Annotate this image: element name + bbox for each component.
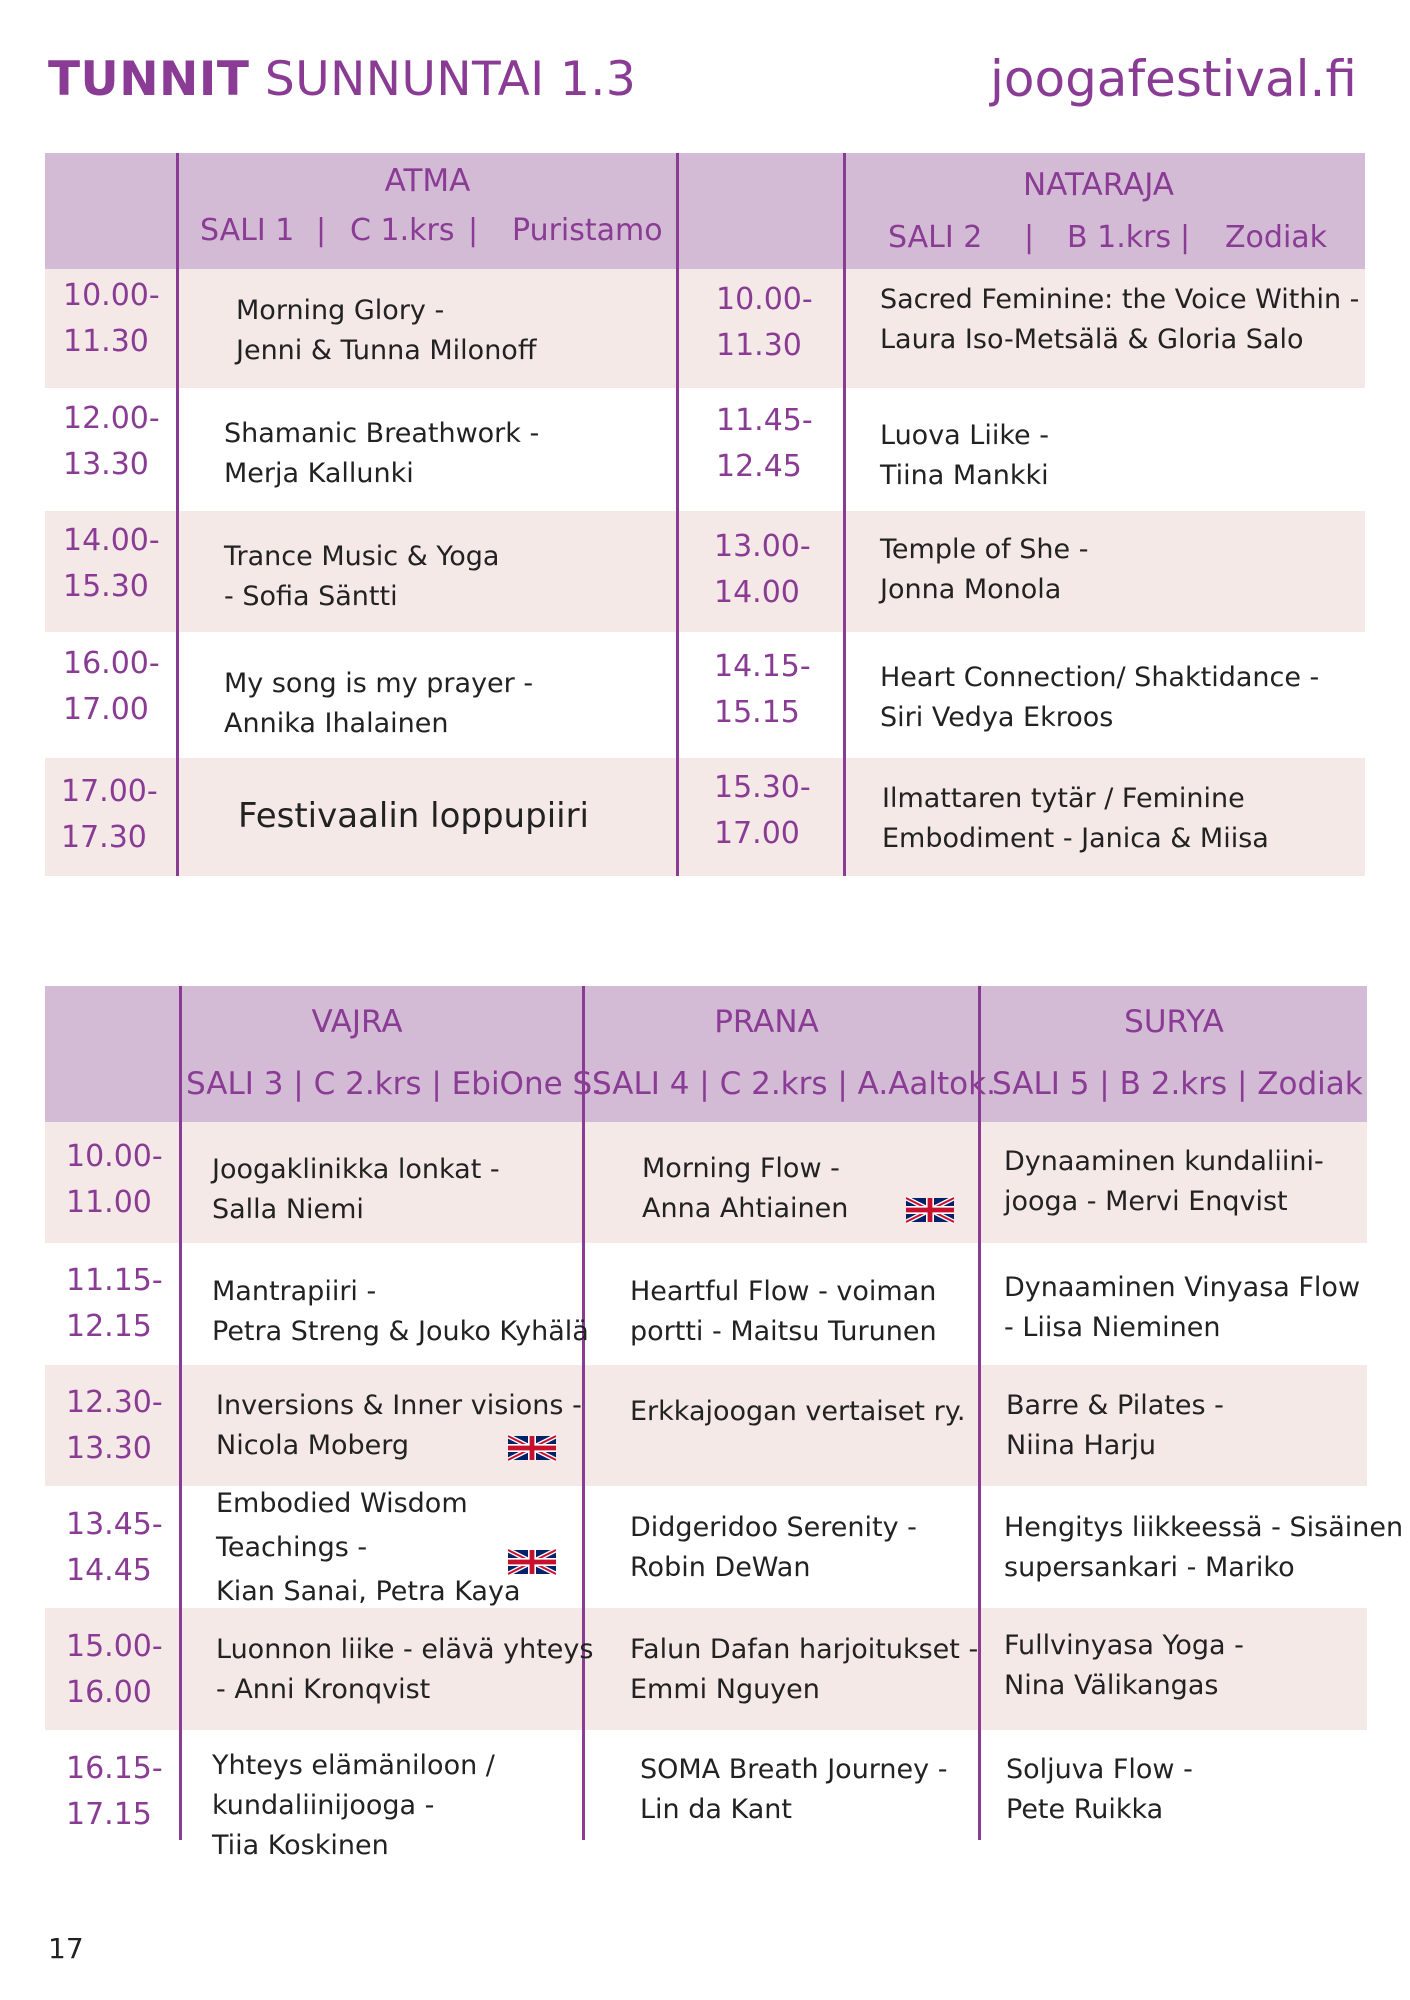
column-divider [676,153,679,876]
class-entry: Inversions & Inner visions - Nicola Moberg [216,1390,582,1461]
class-entry: Soljuva Flow - Pete Ruikka [1006,1754,1193,1825]
class-entry: Heart Connection/ Shaktidance - Siri Vedya Ekroos [880,662,1320,733]
time-slot: 16.15- 17.15 [66,1751,163,1832]
class-entry: My song is my prayer - Annika Ihalainen [224,668,534,739]
atma-sep: | [468,213,479,248]
class-entry: Barre & Pilates - Niina Harju [1006,1390,1224,1461]
time-slot: 17.00- 17.30 [61,774,158,855]
column-divider [843,153,846,876]
nataraja-sep: | [1180,220,1191,255]
title-bold: TUNNIT [48,52,250,107]
class-entry: Falun Dafan harjoitukset - Emmi Nguyen [630,1634,979,1705]
vajra-location: SALI 3 | C 2.krs | EbiOne S. [186,1066,603,1102]
vajra-hall-name: VAJRA [311,1004,403,1040]
time-slot: 10.00- 11.30 [716,282,813,363]
class-entry: Morning Flow - Anna Ahtiainen [642,1153,849,1224]
prana-location: SALI 4 | C 2.krs | A.Aaltok. [592,1066,996,1102]
class-entry: Sacred Feminine: the Voice Within - Laura Iso-Metsälä & Gloria Salo [880,284,1360,355]
uk-flag-icon [508,1548,556,1576]
class-entry: Erkkajoogan vertaiset ry. [630,1396,966,1427]
class-entry: Fullvinyasa Yoga - Nina Välikangas [1004,1630,1244,1701]
time-slot: 14.00- 15.30 [63,523,160,604]
column-divider [582,986,585,1840]
atma-room: SALI 1 [200,213,295,248]
website-link[interactable]: joogafestival.fi [990,50,1357,108]
time-slot: 10.00- 11.30 [63,278,160,359]
page-title [48,52,636,107]
title-rest: SUNNUNTAI 1.3 [264,52,637,107]
time-slot: 11.15- 12.15 [66,1263,163,1344]
class-entry: Temple of She - Jonna Monola [880,534,1089,605]
atma-floor: C 1.krs [350,213,455,248]
uk-flag-icon [906,1196,954,1224]
page-number: 17 [48,1932,84,1965]
time-slot: 12.30- 13.30 [66,1385,163,1466]
class-entry: SOMA Breath Journey - Lin da Kant [640,1754,948,1825]
class-entry: Dynaaminen Vinyasa Flow - Liisa Nieminen [1004,1272,1361,1343]
class-entry: Festivaalin loppupiiri [238,796,590,836]
time-slot: 13.45- 14.45 [66,1507,163,1588]
class-entry: Trance Music & Yoga - Sofia Säntti [224,541,500,612]
time-slot: 11.45- 12.45 [716,403,813,484]
time-slot: 10.00- 11.00 [66,1139,163,1220]
time-slot: 14.15- 15.15 [714,649,811,730]
class-entry: Yhteys elämäniloon / kundaliinijooga - Tiia Koskinen [212,1750,495,1861]
surya-location: SALI 5 | B 2.krs | Zodiak [992,1066,1363,1102]
nataraja-room: SALI 2 [888,220,983,255]
class-entry: Shamanic Breathwork - Merja Kallunki [224,418,540,489]
class-entry: Embodied Wisdom Teachings - Kian Sanai, Petra Kaya [216,1488,521,1607]
class-entry: Luova Liike - Tiina Mankki [880,420,1049,491]
surya-hall-name: SURYA [1124,1004,1224,1040]
atma-sep: | [316,213,327,248]
class-entry: Ilmattaren tytär / Feminine Embodiment - Janica & Miisa [882,783,1269,854]
column-divider [179,986,182,1840]
time-slot: 13.00- 14.00 [714,529,811,610]
class-entry: Joogaklinikka lonkat - Salla Niemi [212,1154,500,1225]
prana-hall-name: PRANA [714,1004,819,1040]
time-slot: 12.00- 13.30 [63,401,160,482]
column-divider [176,153,179,876]
class-entry: Mantrapiiri - Petra Streng & Jouko Kyhälä [212,1276,589,1347]
class-entry: Luonnon liike - elävä yhteys - Anni Kronqvist [216,1634,594,1705]
uk-flag-icon [508,1434,556,1462]
nataraja-hall-name: NATARAJA [1022,167,1175,203]
atma-place: Puristamo [512,213,663,248]
time-slot: 15.00- 16.00 [66,1629,163,1710]
column-divider [978,986,981,1840]
class-entry: Morning Glory - Jenni & Tunna Milonoff [236,295,537,366]
nataraja-place: Zodiak [1225,220,1328,255]
nataraja-floor: B 1.krs [1067,220,1172,255]
time-slot: 16.00- 17.00 [63,646,160,727]
time-slot: 15.30- 17.00 [714,770,811,851]
atma-hall-name: ATMA [384,163,471,199]
nataraja-sep: | [1024,220,1035,255]
class-entry: Hengitys liikkeessä - Sisäinen supersankari - Mariko [1004,1512,1404,1583]
class-entry: Heartful Flow - voiman portti - Maitsu Turunen [630,1276,937,1347]
class-entry: Dynaaminen kundaliini- jooga - Mervi Enqvist [1004,1146,1324,1217]
class-entry: Didgeridoo Serenity - Robin DeWan [630,1512,917,1583]
